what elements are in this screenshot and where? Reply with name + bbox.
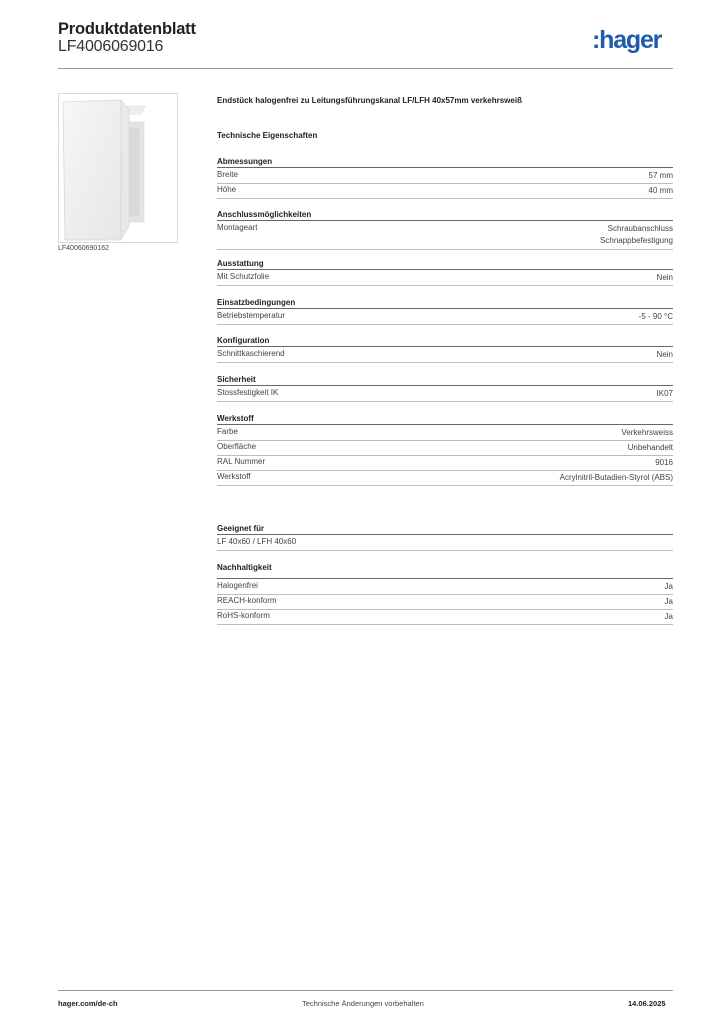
property-row (217, 183, 673, 199)
property-row (217, 440, 673, 456)
property-value (600, 223, 673, 247)
property-label: Werkstoff (217, 472, 251, 481)
footer-website-link[interactable]: hager.com/de-ch (58, 999, 118, 1008)
property-label: Oberfläche (217, 442, 257, 451)
property-label: RoHS-konform (217, 611, 270, 620)
property-value: Acrylnitril-Butadien-Styrol (ABS) (559, 473, 673, 482)
section-title-abmessungen: Abmessungen (217, 157, 273, 166)
property-row (217, 347, 673, 363)
end-cap-illustration (59, 94, 177, 242)
property-value: Nein (656, 350, 673, 359)
property-label: Farbe (217, 427, 238, 436)
section-title-sicherheit: Sicherheit (217, 375, 256, 384)
section-title-anschlussmoeglichkeiten: Anschlussmöglichkeiten (217, 210, 312, 219)
property-row (217, 309, 673, 325)
property-value-line: Schraubanschluss (607, 224, 673, 233)
footer-notice: Technische Änderungen vorbehalten (302, 999, 424, 1008)
property-row (217, 425, 673, 441)
property-value: Ja (664, 612, 673, 621)
property-row (217, 470, 673, 486)
property-row (217, 594, 673, 610)
property-label: Montageart (217, 223, 258, 232)
section-title-ausstattung: Ausstattung (217, 259, 264, 268)
footer-divider (58, 990, 673, 991)
property-value: Ja (664, 582, 673, 591)
hager-logo: :hager (592, 26, 662, 54)
property-label: LF 40x60 / LFH 40x60 (217, 537, 297, 546)
property-label: Breite (217, 170, 238, 179)
property-value: 40 mm (648, 186, 673, 195)
section-title-werkstoff: Werkstoff (217, 414, 254, 423)
property-row (217, 609, 673, 625)
property-label: Halogenfrei (217, 581, 258, 590)
product-code: LF4006069016 (58, 38, 164, 55)
property-value: Nein (656, 273, 673, 282)
property-value: -5 - 90 °C (638, 312, 673, 321)
property-label: Mit Schutzfolie (217, 272, 270, 281)
property-row (217, 535, 673, 551)
property-value: Unbehandelt (627, 443, 673, 452)
property-row (217, 579, 673, 595)
property-label: Schnittkaschierend (217, 349, 285, 358)
property-value-line: Schnappbefestigung (600, 236, 673, 245)
product-headline: Endstück halogenfrei zu Leitungsführungskanal LF/LFH 40x57mm verkehrsweiß (217, 96, 522, 105)
section-title-geeignet-fuer: Geeignet für (217, 524, 265, 533)
section-title-nachhaltigkeit: Nachhaltigkeit (217, 563, 272, 572)
technical-properties-heading: Technische Eigenschaften (217, 131, 318, 140)
property-value: 57 mm (648, 171, 673, 180)
footer-date: 14.06.2025 (628, 999, 666, 1008)
property-value: Verkehrsweiss (621, 428, 673, 437)
section-title-konfiguration: Konfiguration (217, 336, 270, 345)
property-row (217, 455, 673, 471)
image-caption: LF40060690162 (58, 245, 109, 252)
property-label: REACH-konform (217, 596, 277, 605)
property-row (217, 221, 673, 250)
property-row (217, 168, 673, 184)
property-label: Höhe (217, 185, 237, 194)
property-row (217, 386, 673, 402)
property-label: RAL Nummer (217, 457, 266, 466)
property-value: Ja (664, 597, 673, 606)
header-divider (58, 68, 673, 69)
section-title-einsatzbedingungen: Einsatzbedingungen (217, 298, 296, 307)
page-title: Produktdatenblatt (58, 20, 196, 38)
property-value: IK07 (656, 389, 673, 398)
property-label: Stossfestigkeit IK (217, 388, 279, 397)
property-value: 9016 (655, 458, 673, 467)
property-row (217, 270, 673, 286)
product-image (58, 93, 178, 243)
property-label: Betriebstemperatur (217, 311, 286, 320)
